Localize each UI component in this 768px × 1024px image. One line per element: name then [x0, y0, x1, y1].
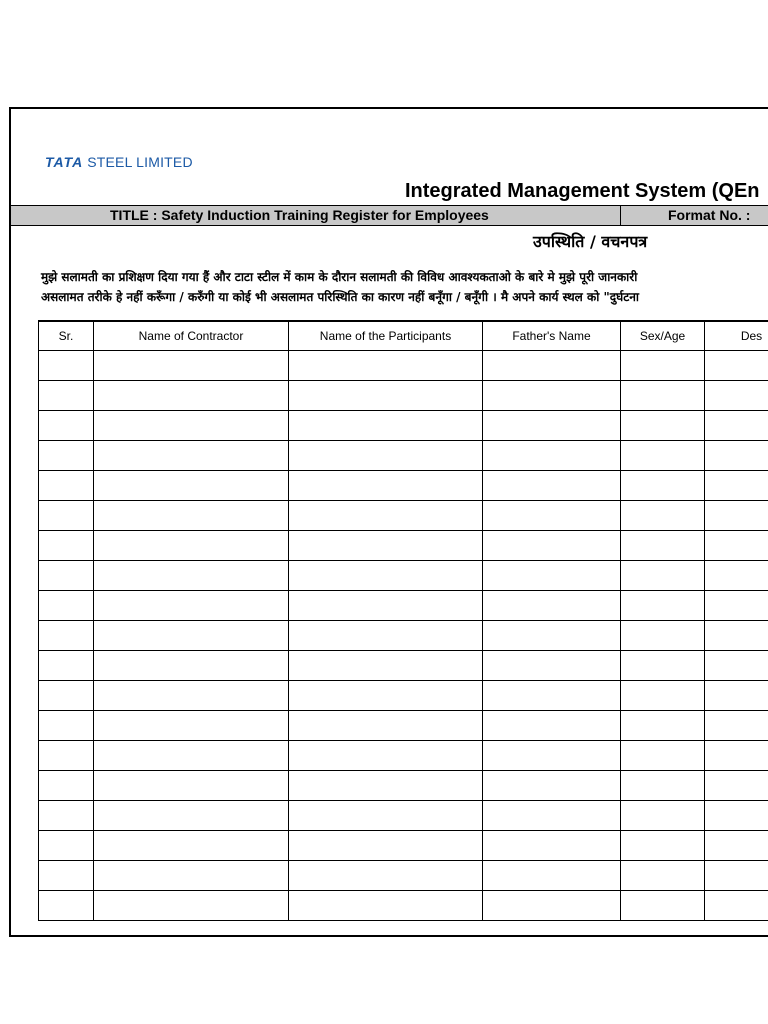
table-cell[interactable] [39, 411, 94, 441]
table-cell[interactable] [483, 651, 621, 681]
table-cell[interactable] [621, 681, 705, 711]
table-cell[interactable] [94, 531, 289, 561]
table-cell[interactable] [289, 741, 483, 771]
col-header-fathers-name: Father's Name [483, 321, 621, 351]
table-row [39, 381, 768, 411]
table-cell[interactable] [483, 801, 621, 831]
table-cell[interactable] [621, 801, 705, 831]
table-cell[interactable] [483, 891, 621, 921]
table-cell[interactable] [621, 591, 705, 621]
title-divider [620, 206, 621, 225]
table-cell[interactable] [705, 591, 768, 621]
table-cell[interactable] [705, 771, 768, 801]
table-cell[interactable] [39, 501, 94, 531]
table-cell[interactable] [621, 561, 705, 591]
table-cell[interactable] [289, 471, 483, 501]
table-cell[interactable] [94, 411, 289, 441]
table-cell[interactable] [289, 561, 483, 591]
pledge-line-1: मुझे सलामती का प्रशिक्षण दिया गया हैं और टाटा स्टील में काम के दौरान सलामती की विविध आवश्यकताओ के बारे मे मुझे पूरी जानकारी [41, 270, 638, 284]
table-cell[interactable] [483, 411, 621, 441]
table-cell[interactable] [39, 471, 94, 501]
table-cell[interactable] [705, 651, 768, 681]
table-cell[interactable] [94, 441, 289, 471]
table-cell[interactable] [94, 801, 289, 831]
col-header-contractor: Name of Contractor [94, 321, 289, 351]
table-cell[interactable] [39, 711, 94, 741]
table-row [39, 591, 768, 621]
table-cell[interactable] [94, 891, 289, 921]
table-cell[interactable] [483, 741, 621, 771]
table-cell[interactable] [705, 681, 768, 711]
table-cell[interactable] [39, 891, 94, 921]
table-cell[interactable] [39, 441, 94, 471]
table-row [39, 741, 768, 771]
table-row [39, 801, 768, 831]
col-header-participants: Name of the Participants [289, 321, 483, 351]
table-cell[interactable] [621, 621, 705, 651]
table-row [39, 501, 768, 531]
table-cell[interactable] [94, 651, 289, 681]
table-cell[interactable] [621, 741, 705, 771]
table-cell[interactable] [621, 351, 705, 381]
table-cell[interactable] [705, 741, 768, 771]
table-header-row [39, 321, 768, 351]
table-cell[interactable] [39, 771, 94, 801]
table-cell[interactable] [705, 381, 768, 411]
table-row [39, 861, 768, 891]
table-row [39, 531, 768, 561]
table-cell[interactable] [94, 681, 289, 711]
table-cell[interactable] [483, 831, 621, 861]
table-cell[interactable] [621, 891, 705, 921]
table-cell[interactable] [705, 531, 768, 561]
table-cell[interactable] [705, 861, 768, 891]
table-row [39, 411, 768, 441]
table-cell[interactable] [289, 891, 483, 921]
table-cell[interactable] [289, 381, 483, 411]
table-cell[interactable] [94, 861, 289, 891]
table-cell[interactable] [705, 801, 768, 831]
attendance-pledge-heading: उपस्थिति / वचनपत्र [533, 232, 648, 251]
system-title: Integrated Management System (QEn [405, 180, 760, 202]
table-cell[interactable] [705, 561, 768, 591]
table-cell[interactable] [483, 501, 621, 531]
table-cell[interactable] [94, 501, 289, 531]
table-cell[interactable] [94, 831, 289, 861]
table-row [39, 891, 768, 921]
table-cell[interactable] [289, 801, 483, 831]
table-cell[interactable] [705, 501, 768, 531]
table-cell[interactable] [621, 441, 705, 471]
table-cell[interactable] [289, 441, 483, 471]
form-title: TITLE : Safety Induction Training Register for Employees [110, 207, 489, 223]
table-cell[interactable] [289, 711, 483, 741]
table-cell[interactable] [621, 531, 705, 561]
table-cell[interactable] [705, 711, 768, 741]
table-cell[interactable] [94, 471, 289, 501]
table-cell[interactable] [94, 711, 289, 741]
table-cell[interactable] [483, 441, 621, 471]
table-cell[interactable] [39, 681, 94, 711]
table-cell[interactable] [483, 621, 621, 651]
table-cell[interactable] [39, 381, 94, 411]
table-cell[interactable] [705, 831, 768, 861]
table-cell[interactable] [705, 351, 768, 381]
table-cell[interactable] [621, 471, 705, 501]
table-cell[interactable] [289, 651, 483, 681]
table-cell[interactable] [94, 381, 289, 411]
table-cell[interactable] [705, 891, 768, 921]
table-row [39, 711, 768, 741]
table-cell[interactable] [39, 621, 94, 651]
table-row [39, 441, 768, 471]
table-cell[interactable] [39, 801, 94, 831]
table-cell[interactable] [705, 471, 768, 501]
table-cell[interactable] [483, 681, 621, 711]
col-header-sr: Sr. [39, 321, 94, 351]
table-cell[interactable] [621, 861, 705, 891]
table-cell[interactable] [621, 711, 705, 741]
register-sheet [9, 107, 768, 937]
pledge-line-2: असलामत तरीके हे नहीं करूँगा / करुँगी या कोई भी असलामत परिस्थिति का कारण नहीं बनूँगा / बनूँगी । मै अपने कार्य स्थल को "दुर्घटना [41, 290, 640, 304]
table-cell[interactable] [621, 501, 705, 531]
table-cell[interactable] [94, 351, 289, 381]
table-row [39, 621, 768, 651]
table-cell[interactable] [39, 861, 94, 891]
table-cell[interactable] [289, 861, 483, 891]
table-cell[interactable] [289, 501, 483, 531]
table-cell[interactable] [621, 381, 705, 411]
company-logo [45, 154, 193, 170]
table-cell[interactable] [705, 411, 768, 441]
table-cell[interactable] [483, 381, 621, 411]
tata-logo-mark: TATA [45, 154, 84, 170]
table-cell[interactable] [289, 351, 483, 381]
table-cell[interactable] [94, 591, 289, 621]
table-cell[interactable] [39, 561, 94, 591]
table-cell[interactable] [94, 621, 289, 651]
table-cell[interactable] [483, 861, 621, 891]
table-row [39, 681, 768, 711]
table-cell[interactable] [39, 651, 94, 681]
form-title-bar [11, 205, 768, 226]
table-cell[interactable] [94, 771, 289, 801]
format-number-label: Format No. : [668, 207, 751, 223]
table-cell[interactable] [483, 711, 621, 741]
table-cell[interactable] [483, 531, 621, 561]
table-cell[interactable] [39, 741, 94, 771]
table-cell[interactable] [483, 771, 621, 801]
table-cell[interactable] [39, 591, 94, 621]
table-cell[interactable] [289, 621, 483, 651]
table-cell[interactable] [705, 441, 768, 471]
pledge-text [41, 267, 639, 307]
table-cell[interactable] [705, 621, 768, 651]
table-cell[interactable] [483, 561, 621, 591]
table-cell[interactable] [39, 531, 94, 561]
table-row [39, 351, 768, 381]
table-cell[interactable] [289, 771, 483, 801]
table-cell[interactable] [483, 471, 621, 501]
table-row [39, 471, 768, 501]
table-cell[interactable] [289, 681, 483, 711]
table-cell[interactable] [289, 591, 483, 621]
col-header-sex-age: Sex/Age [621, 321, 705, 351]
table-cell[interactable] [621, 831, 705, 861]
logo-text: STEEL LIMITED [87, 154, 193, 170]
col-header-designation: Des [705, 321, 768, 351]
table-cell[interactable] [483, 591, 621, 621]
table-cell[interactable] [621, 651, 705, 681]
table-cell[interactable] [94, 561, 289, 591]
table-cell[interactable] [289, 831, 483, 861]
register-table [38, 320, 768, 921]
table-row [39, 831, 768, 861]
table-cell[interactable] [483, 351, 621, 381]
table-cell[interactable] [621, 771, 705, 801]
table-row [39, 771, 768, 801]
table-cell[interactable] [39, 351, 94, 381]
table-row [39, 561, 768, 591]
table-row [39, 651, 768, 681]
table-cell[interactable] [289, 531, 483, 561]
table-cell[interactable] [39, 831, 94, 861]
table-cell[interactable] [289, 411, 483, 441]
table-cell[interactable] [621, 411, 705, 441]
table-cell[interactable] [94, 741, 289, 771]
register-table-body [39, 351, 768, 921]
